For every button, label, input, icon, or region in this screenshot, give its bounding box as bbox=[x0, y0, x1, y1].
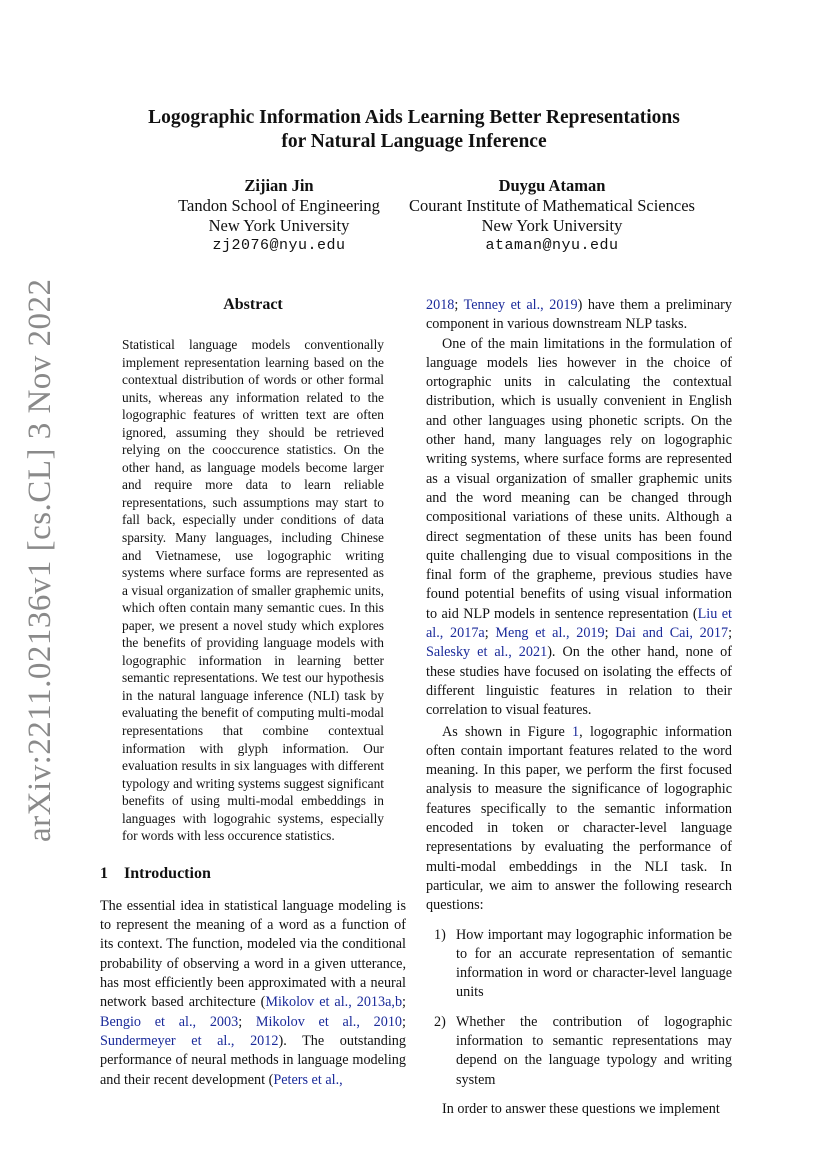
section-heading-introduction bbox=[100, 865, 406, 883]
arxiv-stamp: arXiv:2211.02136v1 [cs.CL] 3 Nov 2022 bbox=[22, 278, 58, 842]
title-line-2: for Natural Language Inference bbox=[281, 131, 547, 152]
abstract-heading: Abstract bbox=[223, 296, 283, 313]
intro-paragraph-1-continued: 2018; Tenney et al., 2019) have them a preliminary component in various downstream NLP tasks. bbox=[426, 297, 733, 333]
research-question bbox=[434, 1013, 732, 1090]
author-affiliation: Tandon School of Engineering bbox=[178, 196, 380, 215]
author-name: Duygu Ataman bbox=[498, 176, 606, 195]
author-block-2 bbox=[402, 176, 702, 256]
citation-link[interactable]: Salesky et al., 2021 bbox=[426, 644, 548, 661]
question-number: 1) bbox=[434, 926, 446, 943]
paper-title bbox=[100, 106, 728, 154]
intro-paragraph-3: As shown in Figure 1, logographic information often contain important features related to the word meaning. In this paper, we perform the first focused analysis to measure the significance of logographic features specifically to the semantic information encoded in token or character-level language representations by evaluating the performance of multi-modal embeddings in the NLI task. In particular, we aim to answer the following research questions: bbox=[426, 723, 732, 914]
left-column bbox=[100, 296, 406, 1090]
research-question bbox=[434, 926, 732, 1003]
right-column bbox=[426, 296, 732, 1119]
author-email[interactable]: zj2076@nyu.edu bbox=[212, 237, 346, 254]
section-number: 1 bbox=[100, 864, 108, 882]
author-email[interactable]: ataman@nyu.edu bbox=[485, 237, 619, 254]
intro-paragraph-1: The essential idea in statistical language modeling is to represent the meaning of a word as a function of its context. The function, modeled via the conditional probability of observing a word in a given utterance, has most efficiently been approximated with a neural network based architecture (Mikolov et al., 2013a,b; Bengio et al., 2003; Mikolov et al., 2010; Sundermeyer et al., 2012). The outstanding performance of neural methods in language modeling and their recent development (Peters et al., bbox=[100, 897, 406, 1088]
citation-link[interactable]: Peters et al., bbox=[273, 1071, 343, 1088]
question-text: How important may logographic information be to for an accurate representation of semantic information in word or character-level language units bbox=[456, 926, 732, 1001]
author-affiliation: Courant Institute of Mathematical Sciences bbox=[409, 196, 695, 215]
citation-link[interactable]: Dai and Cai, 2017 bbox=[615, 625, 729, 642]
citation-link[interactable]: Liu et al., 2017a bbox=[426, 605, 732, 642]
citation-link[interactable]: Meng et al., 2019 bbox=[495, 625, 605, 642]
title-line-1: Logographic Information Aids Learning Better Representations bbox=[148, 107, 680, 128]
section-title: Introduction bbox=[124, 864, 211, 882]
citation-link[interactable]: Sundermeyer et al., 2012 bbox=[100, 1032, 279, 1049]
citation-link[interactable]: 2018 bbox=[426, 297, 455, 313]
citation-link[interactable]: Mikolov et al., 2013a,b bbox=[265, 994, 403, 1011]
author-name: Zijian Jin bbox=[244, 176, 314, 195]
author-university: New York University bbox=[481, 216, 623, 235]
figure-reference-link[interactable]: 1 bbox=[572, 723, 580, 740]
question-number: 2) bbox=[434, 1013, 446, 1030]
author-university: New York University bbox=[208, 216, 350, 235]
intro-paragraph-4: In order to answer these questions we implement bbox=[442, 1100, 720, 1117]
citation-link[interactable]: Tenney et al., 2019 bbox=[463, 297, 578, 313]
citation-link[interactable]: Mikolov et al., 2010 bbox=[255, 1013, 403, 1030]
citation-link[interactable]: Bengio et al., 2003 bbox=[100, 1013, 239, 1030]
author-block-1 bbox=[154, 176, 404, 256]
question-text: Whether the contribution of logographic information to semantic representations may depend on the language typology and writing system bbox=[456, 1013, 732, 1088]
abstract-text: Statistical language models conventionally implement representation learning based on the contextual distribution of words or other formal units, whereas any information related to the logographic features of written text are often ignored, assuming they should be retrieved relying on the cooccurence statistics. On the other hand, as language models become larger and require more data to learn reliable representations, such assumptions may start to fall back, especially under conditions of data sparsity. Many languages, including Chinese and Vietnamese, use logographic writing systems where surface forms are represented as a visual organization of smaller graphemic units, which often contain many semantic cues. In this paper, we present a novel study which explores the benefits of providing language models with logographic information in learning better semantic representations. We test our hypothesis in the natural language inference (NLI) task by evaluating the benefit of computing multi-modal representations that combine contextual information with glyph information. Our evaluation results in six languages with different typology and writing systems suggest significant benefits of using multi-modal embeddings in languages with logograhic systems, especially for words with less occurence statistics. bbox=[122, 337, 384, 844]
intro-paragraph-2: One of the main limitations in the formulation of language models lies however in the choice of ortographic units in calculating the contextual distribution, which is usually convenient in English and other languages using phonetic scripts. On the other hand, many languages rely on logographic writing systems, where surface forms are represented as a visual organization of smaller graphemic units and the word meaning can be changed through compositional variations of these units. Although a direct segmentation of these units has been found quite challenging due to visual compositions in the final form of the grapheme, previous studies have found potential benefits of using visual information to aid NLP models in sentence representation (Liu et al., 2017a; Meng et al., 2019; Dai and Cai, 2017; Salesky et al., 2021). On the other hand, none of these studies have focused on isolating the effects of different linguistic features in relation to their correlation to visual features. bbox=[426, 335, 733, 719]
